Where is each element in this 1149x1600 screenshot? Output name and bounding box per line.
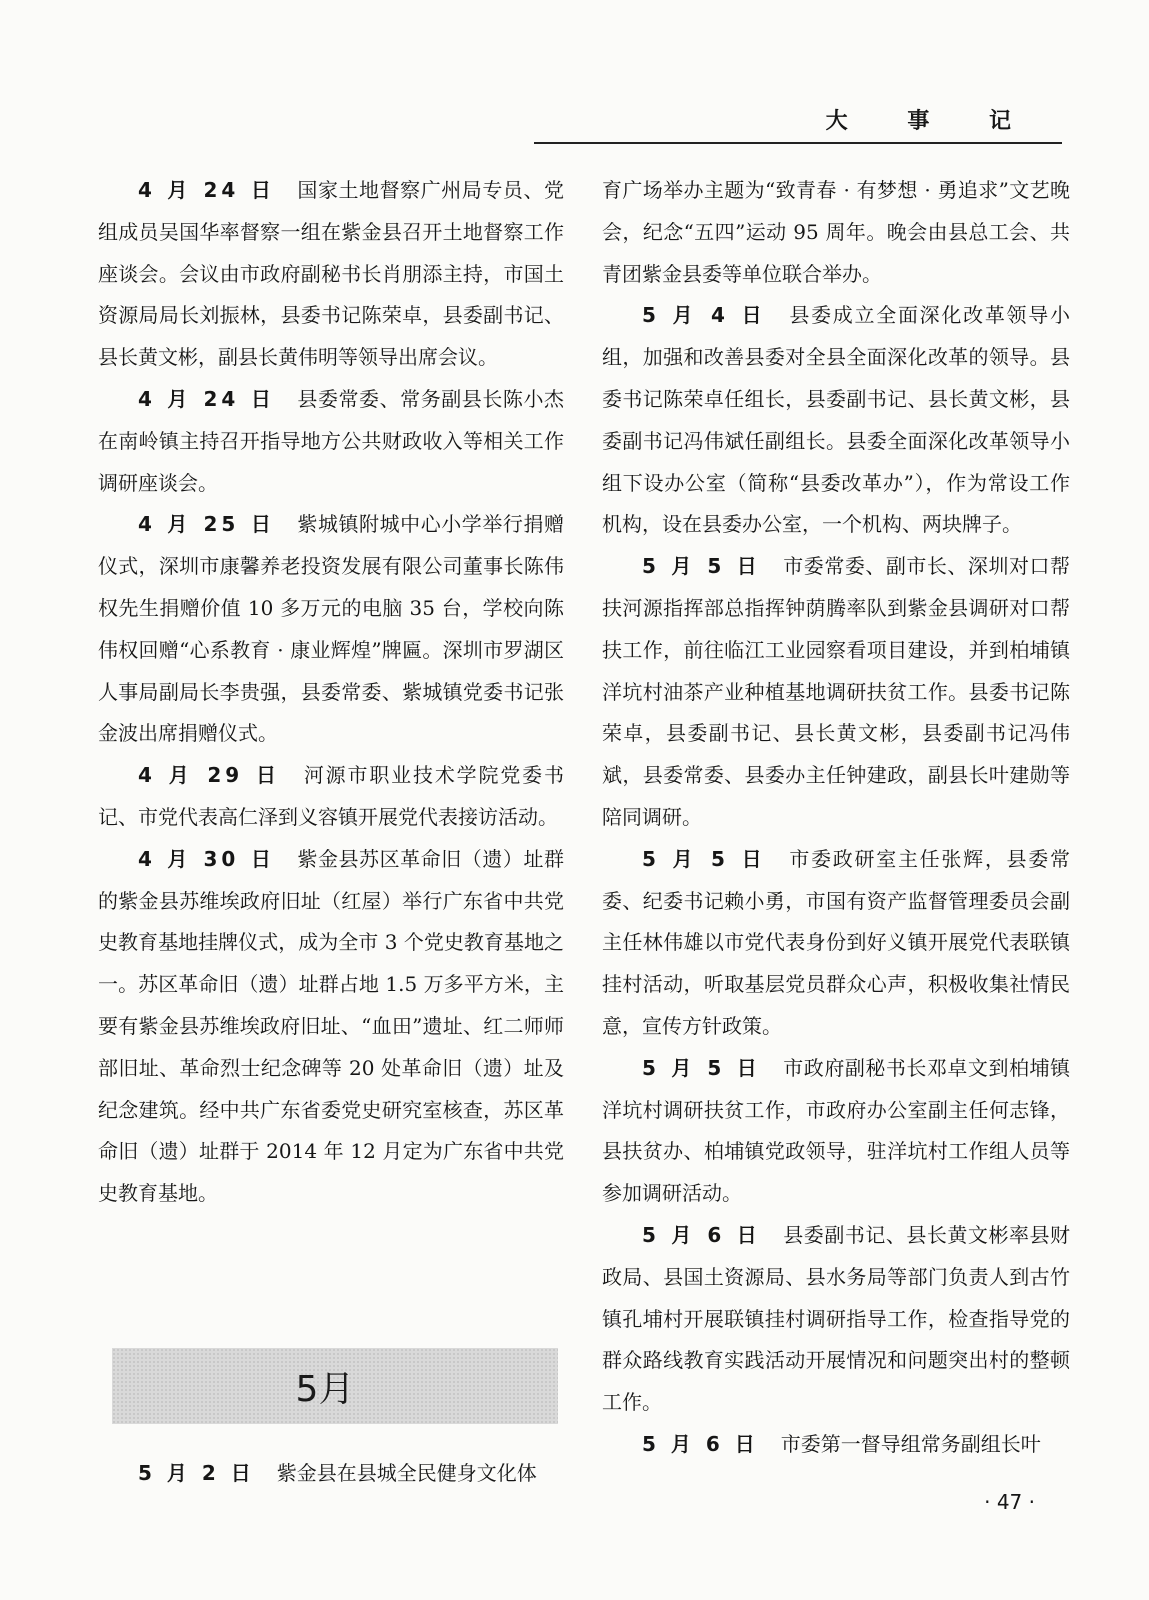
entry-text: 紫城镇附城中心小学举行捐赠仪式，深圳市康馨养老投资发展有限公司董事长陈伟权先生捐赠价值 10 多万元的电脑 35 台，学校向陈伟权回赠“心系教育 · 康业辉煌”牌匾。深圳市罗湖区人事局副局长李贵强，县委常委、紫城镇党委书记张金波出席捐赠仪式。 (98, 512, 564, 746)
entry-0504 (602, 295, 1070, 546)
entry-0506-b (602, 1424, 1070, 1466)
entry-date: 4 月 30 日 (138, 846, 276, 871)
entry-date: 4 月 24 日 (138, 178, 276, 202)
entry-text: 县委副书记、县长黄文彬率县财政局、县国土资源局、县水务局等部门负责人到古竹镇孔埔村开展联镇挂村调研指导工作，检查指导党的群众路线教育实践活动开展情况和问题突出村的整顿工作。 (602, 1222, 1070, 1415)
entry-0505-b (602, 839, 1070, 1048)
entry-text: 县委成立全面深化改革领导小组，加强和改善县委对全县全面深化改革的领导。县委书记陈荣卓任组长，县委副书记、县长黄文彬，县委副书记冯伟斌任副组长。县委全面深化改革领导小组下设办公室（简称“县委改革办”），作为常设工作机构，设在县委办公室，一个机构、两块牌子。 (602, 303, 1071, 537)
entry-date: 5 月 2 日 (138, 1461, 255, 1485)
entry-text: 市委常委、副市长、深圳对口帮扶河源指挥部总指挥钟荫腾率队到紫金县调研对口帮扶工作，前往临江工业园察看项目建设，并到柏埔镇洋坑村油茶产业种植基地调研扶贫工作。县委书记陈荣卓，县委副书记、县长黄文彬，县委副书记冯伟斌，县委常委、县委办主任钟建政，副县长叶建勋等陪同调研。 (602, 554, 1070, 829)
month-banner (112, 1348, 558, 1424)
month-heading: 5月 (295, 1368, 355, 1410)
entry-text: 紫金县苏区革命旧（遗）址群的紫金县苏维埃政府旧址（红屋）举行广东省中共党史教育基地挂牌仪式，成为全市 3 个党史教育基地之一。苏区革命旧（遗）址群占地 1.5 万多平方米，主要有紫金县苏维埃政府旧址、“血田”遗址、红二师师部旧址、革命烈士纪念碑等 20 处革命旧（遗）址及纪念建筑。经中共广东省委党史研究室核查，苏区革命旧（遗）址群于 2014 年 12 月定为广东省中共党史教育基地。 (98, 846, 564, 1206)
entry-text: 国家土地督察广州局专员、党组成员吴国华率督察一组在紫金县召开土地督察工作座谈会。会议由市政府副秘书长肖朋添主持，市国土资源局局长刘振林，县委书记陈荣卓，县委副书记、县长黄文彬，副县长黄伟明等领导出席会议。 (98, 178, 564, 370)
entry-0505-a (602, 546, 1070, 839)
entry-0424-a (98, 170, 564, 379)
entry-date: 5 月 5 日 (642, 554, 762, 579)
left-column-bottom (98, 1453, 564, 1495)
entry-0424-b (98, 379, 564, 504)
entry-0429 (98, 755, 564, 839)
entry-date: 5 月 5 日 (642, 846, 768, 871)
page-number: · 47 · (984, 1490, 1035, 1514)
entry-text: 紫金县在县城全民健身文化体 (276, 1461, 537, 1485)
running-title: 大 事 记 (825, 109, 1037, 134)
entry-text: 县委常委、常务副县长陈小杰在南岭镇主持召开指导地方公共财政收入等相关工作调研座谈会。 (98, 386, 564, 495)
right-column (602, 170, 1070, 1466)
entry-text: 市委第一督导组常务副组长叶 (780, 1431, 1041, 1456)
entry-0505-c (602, 1048, 1070, 1215)
entry-0502-continuation: 育广场举办主题为“致青春 · 有梦想 · 勇追求”文艺晚会，纪念“五四”运动 95 周年。晚会由县总工会、共青团紫金县委等单位联合举办。 (602, 178, 1070, 286)
entry-0430 (98, 839, 564, 1215)
entry-0502 (98, 1453, 564, 1495)
entry-date: 5 月 5 日 (642, 1055, 762, 1080)
entry-text: 市政府副秘书长邓卓文到柏埔镇洋坑村调研扶贫工作，市政府办公室副主任何志锋，县扶贫办、柏埔镇党政领导，驻洋坑村工作组人员等参加调研活动。 (602, 1055, 1070, 1206)
entry-date: 4 月 29 日 (138, 763, 282, 788)
entry-text: 河源市职业技术学院党委书记、市党代表高仁泽到义容镇开展党代表接访活动。 (98, 763, 564, 829)
entry-date: 5 月 6 日 (642, 1222, 762, 1247)
header-rule (534, 142, 1062, 144)
left-column (98, 170, 564, 1215)
entry-0425 (98, 504, 564, 755)
entry-date: 5 月 4 日 (642, 303, 768, 328)
entry-date: 4 月 25 日 (138, 512, 276, 537)
entry-date: 4 月 24 日 (138, 386, 276, 411)
entry-0506-a (602, 1215, 1070, 1424)
entry-text: 市委政研室主任张辉，县委常委、纪委书记赖小勇，市国有资产监督管理委员会副主任林伟雄以市党代表身份到好义镇开展党代表联镇挂村活动，听取基层党员群众心声，积极收集社情民意，宣传方针政策。 (602, 846, 1071, 1038)
entry-date: 5 月 6 日 (642, 1431, 759, 1456)
